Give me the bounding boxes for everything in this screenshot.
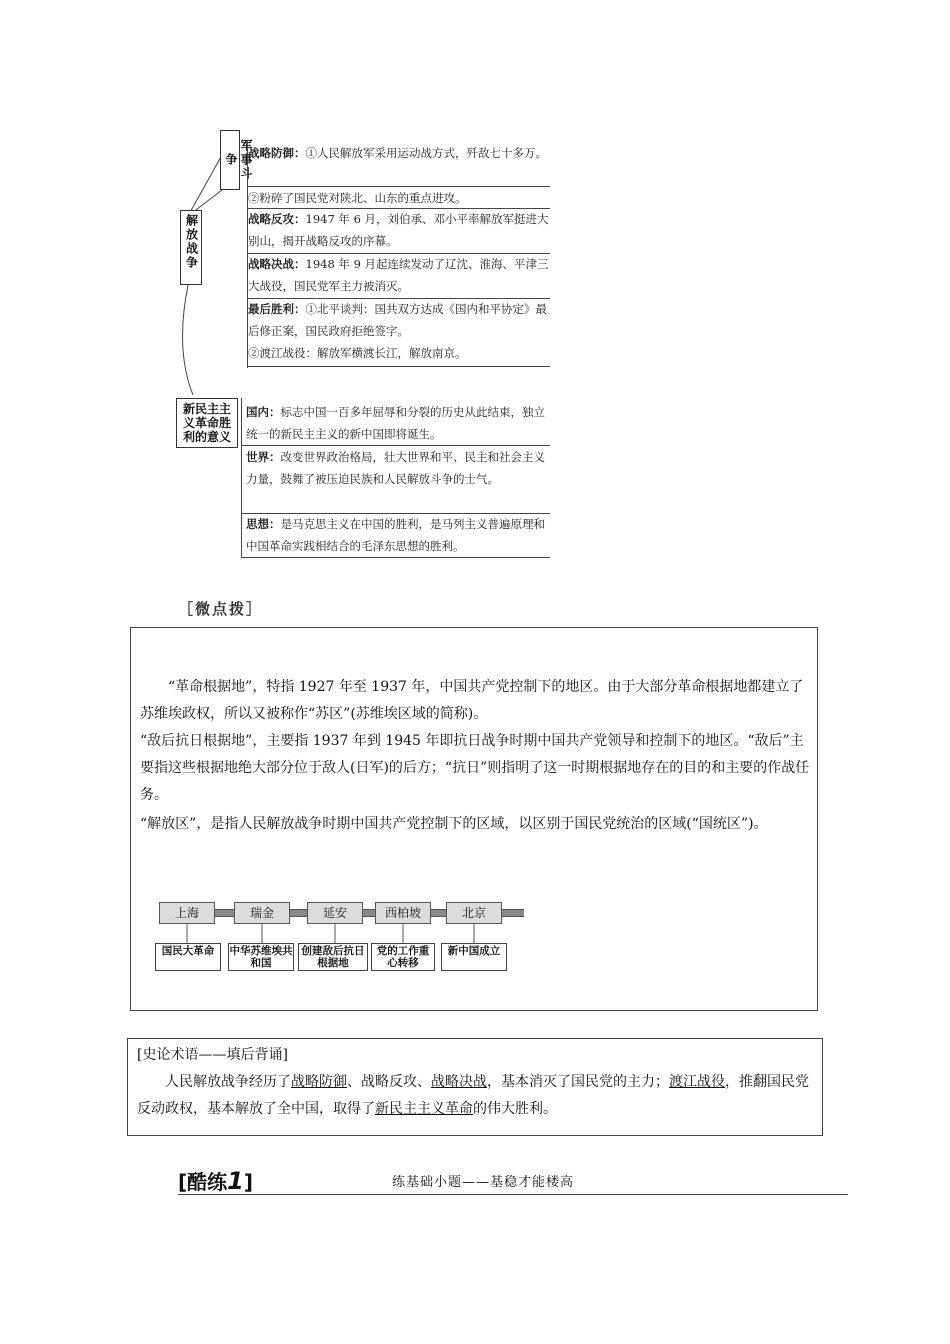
terms-header: [史论术语——填后背诵] [137,1047,288,1063]
city-beijing: 北京 [446,902,502,924]
row-strategic-counterattack: 战略反攻：1947 年 6 月，刘伯承、邓小平率解放军挺进大别山，揭开战略反攻的序幕。 [248,212,549,248]
tip-paragraph-2: “敌后抗日根据地”，主要指 1937 年到 1945 年即抗日战争时期中国共产党领导和控制下的地区。“敌后”主要指这些根据地绝大部分位于敌人(日军)的后方；“抗日”则指明了这一时期根据地存在的目的和主要的作战任务。 [140,733,810,803]
liberation-war-label: 解放战争 [184,214,199,270]
city-shanghai: 上海 [159,902,215,924]
row-ideology: 思想：是马克思主义在中国的胜利，是马列主义普遍原理和中国革命实践相结合的毛泽东思想的胜利。 [246,517,545,553]
row-strategic-decisive: 战略决战：1948 年 9 月起连续发动了辽沈、淮海、平津三大战役，国民党军主力被消灭。 [248,257,549,293]
city-ruijin: 瑞金 [234,902,290,924]
practice-label: [酷练1] [178,1167,253,1195]
city-xibaipo: 西柏坡 [375,902,431,924]
row-victory-2: ②渡江战役：解放军横渡长江，解放南京。 [248,346,467,360]
military-struggle-label: 军事斗争 [224,139,253,181]
event-new-china: 新中国成立 [441,943,507,971]
terms-paragraph: 人民解放战争经历了战略防御、战略反攻、战略决战，基本消灭了国民党的主力；渡江战役，推翻国民党反动政权，基本解放了全中国，取得了新民主主义革命的伟大胜利。 [137,1074,809,1117]
practice-rule [178,1194,848,1195]
mindmap-connectors [175,150,255,430]
event-work-focus-shift: 党的工作重心转移 [371,943,435,971]
city-yanan: 延安 [307,902,363,924]
practice-title: 练基础小题——基稳才能楼高 [392,1175,575,1190]
timeline-links [150,924,520,944]
event-soviet-republic: 中华苏维埃共和国 [229,945,293,969]
tip-paragraph-1: “革命根据地”，特指 1927 年至 1937 年，中国共产党控制下的地区。由于大部分革命根据地都建立了苏维埃政权，所以又被称作“苏区”(苏维埃区域的简称)。 [140,679,804,722]
row-world: 世界：改变世界政治格局，壮大世界和平、民主和社会主义力量，鼓舞了被压迫民族和人民解放斗争的士气。 [246,450,545,486]
blank-new-democratic-revolution[interactable]: 新民主主义革命 [375,1101,473,1117]
liberation-war-box [180,210,202,285]
blank-yangtze-crossing[interactable]: 渡江战役 [669,1074,725,1090]
row-final-victory: 最后胜利：①北平谈判：国共双方达成《国内和平协定》最后修正案，国民政府拒绝签字。 [248,302,547,338]
event-national-revolution: 国民大革命 [155,943,221,971]
event-anti-japanese-bases: 创建敌后抗日根据地 [298,943,368,971]
blank-strategic-decisive[interactable]: 战略决战 [431,1074,487,1090]
significance-label: 新民主主义革命胜利的意义 [182,402,231,444]
row-defense-2: ②粉碎了国民党对陕北、山东的重点进攻。 [248,191,467,205]
tip-paragraph-3: “解放区”，是指人民解放战争时期中国共产党控制下的区域，以区别于国民党统治的区域(“国统区”)。 [140,816,768,832]
military-struggle-box [220,130,253,190]
row-strategic-defense: 战略防御：①人民解放军采用运动战方式，歼敌七十多万。 [248,146,547,160]
tip-header: ［微点拨］ [178,600,264,618]
row-domestic: 国内：标志中国一百多年屈辱和分裂的历史从此结束，独立统一的新民主主义的新中国即将诞生。 [246,405,545,441]
significance-box [176,398,238,448]
blank-strategic-defense[interactable]: 战略防御 [291,1074,347,1090]
